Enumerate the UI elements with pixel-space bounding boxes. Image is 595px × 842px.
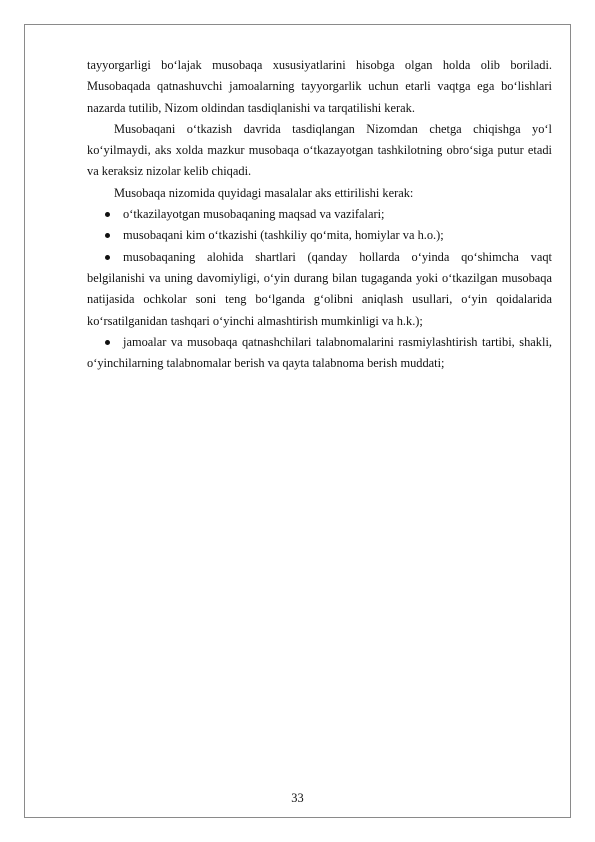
bullet-list (87, 204, 552, 374)
list-item-text: jamoalar va musobaqa qatnashchilari talabnomalarini rasmiylashtirish tartibi, shakli, o‘yinchilarning talabnomalar berish va qayta talabnoma berish muddati; (87, 334, 552, 371)
page-content (87, 55, 552, 374)
bullet-icon (105, 255, 110, 260)
list-item-text: musobaqani kim o‘tkazishi (tashkiliy qo‘mita, homiylar va h.o.); (123, 228, 444, 243)
list-item (87, 247, 552, 332)
document-page (24, 24, 571, 818)
bullet-icon (105, 233, 110, 238)
list-item-text: o‘tkazilayotgan musobaqaning maqsad va vazifalari; (123, 207, 385, 222)
list-item (87, 225, 552, 246)
paragraph-list-intro: Musobaqa nizomida quyidagi masalalar aks ettirilishi kerak: (114, 185, 414, 200)
bullet-icon (105, 340, 110, 345)
list-item-text: musobaqaning alohida shartlari (qanday hollarda o‘yinda qo‘shimcha vaqt belgilanishi va uning davomiyligi, o‘yin durang bilan tugaganda yoki o‘tkazilgan musobaqa natijasida ochkolar soni teng bo‘lganda g‘olibni aniqlash usullari, o‘yin qoidalarida ko‘rsatilganidan tashqari o‘yinchi almashtirish mumkinligi va h.k.); (87, 249, 552, 328)
page-number: 33 (291, 791, 304, 805)
bullet-icon (105, 212, 110, 217)
paragraph-continuation: tayyorgarligi bo‘lajak musobaqa xususiyatlarini hisobga olgan holda olib boriladi. Musobaqada qatnashuvchi jamoalarning tayyorgarlik uchun etarli vaqtga ega bo‘lishlari nazarda tutilib, Nizom oldindan tasdiqlanishi va tarqatilishi kerak. (87, 58, 552, 115)
paragraph-regulation: Musobaqani o‘tkazish davrida tasdiqlangan Nizomdan chetga chiqishga yo‘l ko‘yilmaydi, aks xolda mazkur musobaqa o‘tkazayotgan tashkilotning obro‘siga putur etadi va keraksiz nizolar kelib chiqadi. (87, 121, 552, 179)
list-item (87, 332, 552, 375)
list-item (87, 204, 552, 225)
